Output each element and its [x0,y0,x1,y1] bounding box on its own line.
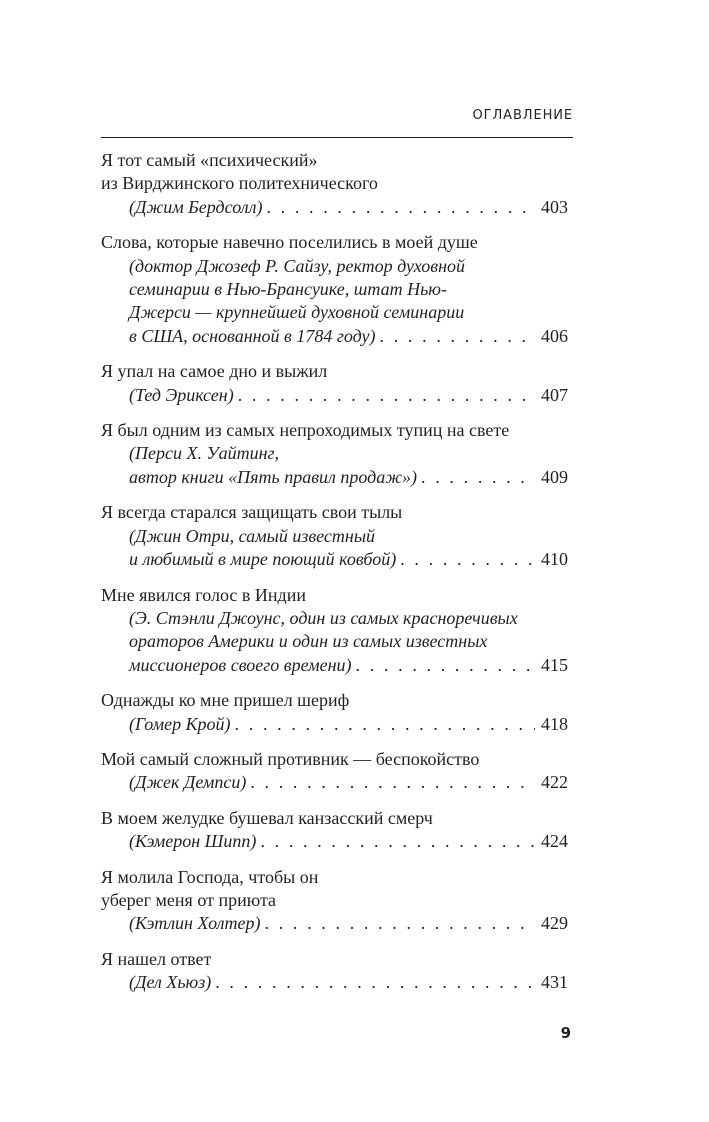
table-of-contents [101,149,568,1007]
toc-entry-author: миссионеров своего времени) [129,654,352,675]
toc-entry-leader-line [101,771,568,794]
toc-entry-author: (Кэтлин Холтер) [129,913,261,934]
dot-leader [235,713,535,736]
toc-entry-page: 406 [541,325,568,346]
toc-entry-title: Я всегда старался защищать свои тылы [101,502,403,523]
toc-entry[interactable] [101,748,568,795]
toc-entry-author: в США, основанной в 1784 году) [129,325,376,346]
toc-entry-author: (Джек Демпси) [129,772,247,793]
toc-entry[interactable] [101,948,568,995]
toc-entry-author: (Джим Бердсолл) [129,196,263,217]
toc-entry-title: Слова, которые навечно поселились в моей душе [101,232,478,253]
toc-entry-page: 407 [541,384,568,405]
toc-entry-author: семинарии в Нью-Брансуике, штат Нью- [129,279,447,300]
toc-entry-title: Я упал на самое дно и выжил [101,361,328,382]
toc-entry[interactable] [101,689,568,736]
toc-entry-page: 422 [541,772,568,793]
dot-leader [421,466,535,489]
toc-entry-title: Я молила Господа, чтобы он [101,866,319,887]
dot-leader [380,325,535,348]
toc-entry-leader-line [101,830,568,853]
toc-entry-page: 424 [541,831,568,852]
toc-entry-page: 429 [541,913,568,934]
toc-entry-title: Однажды ко мне пришел шериф [101,690,350,711]
toc-entry-author: ораторов Америки и один из самых известных [129,631,488,652]
toc-entry[interactable] [101,866,568,936]
toc-entry[interactable] [101,360,568,407]
dot-leader [238,384,535,407]
toc-entry-leader-line [101,466,568,489]
toc-entry-page: 415 [541,654,568,675]
toc-entry-title: Мне явился голос в Индии [101,584,306,605]
toc-entry[interactable] [101,419,568,489]
toc-entry-author: Джерси — крупнейшей духовной семинарии [129,302,465,323]
toc-entry-page: 431 [541,972,568,993]
toc-entry-title: Я был одним из самых непроходимых тупиц на свете [101,420,510,441]
toc-entry-author: автор книги «Пять правил продаж») [129,466,418,487]
dot-leader [400,548,535,571]
header-divider [101,137,573,138]
dot-leader [260,830,535,853]
toc-entry[interactable] [101,149,568,219]
toc-entry-author: (Джин Отри, самый известный [129,525,376,546]
toc-entry-title: из Вирджинского политехнического [101,173,378,194]
toc-entry-leader-line [101,654,568,677]
dot-leader [356,654,535,677]
toc-entry-title: уберег меня от приюта [101,889,277,910]
running-header: ОГЛАВЛЕНИЕ [472,108,573,123]
toc-entry[interactable] [101,584,568,678]
toc-entry-leader-line [101,196,568,219]
dot-leader [265,912,536,935]
toc-entry-page: 409 [541,466,568,487]
toc-entry-leader-line [101,971,568,994]
toc-entry-title: В моем желудке бушевал канзасский смерч [101,807,433,828]
dot-leader [215,971,535,994]
toc-entry[interactable] [101,231,568,348]
toc-entry-leader-line [101,713,568,736]
toc-entry-leader-line [101,548,568,571]
toc-entry-author: (Гомер Крой) [129,713,231,734]
toc-entry-author: (доктор Джозеф Р. Сайзу, ректор духовной [129,255,466,276]
toc-entry-author: (Перси Х. Уайтинг, [129,443,280,464]
toc-entry[interactable] [101,807,568,854]
toc-entry-title: Я нашел ответ [101,948,212,969]
toc-entry-author: (Кэмерон Шипп) [129,831,257,852]
toc-entry-author: и любимый в мире поющий ковбой) [129,549,397,570]
toc-entry-leader-line [101,912,568,935]
page-number: 9 [560,1024,571,1042]
dot-leader [266,196,535,219]
toc-entry[interactable] [101,501,568,571]
toc-entry-author: (Дел Хьюз) [129,972,212,993]
toc-entry-leader-line [101,325,568,348]
toc-entry-page: 403 [541,196,568,217]
toc-entry-author: (Э. Стэнли Джоунс, один из самых красноречивых [129,607,518,628]
dot-leader [250,771,535,794]
toc-entry-title: Мой самый сложный противник — беспокойство [101,748,480,769]
toc-entry-author: (Тед Эриксен) [129,384,234,405]
toc-entry-title: Я тот самый «психический» [101,150,318,170]
toc-entry-page: 410 [541,549,568,570]
toc-entry-page: 418 [541,713,568,734]
toc-entry-leader-line [101,384,568,407]
